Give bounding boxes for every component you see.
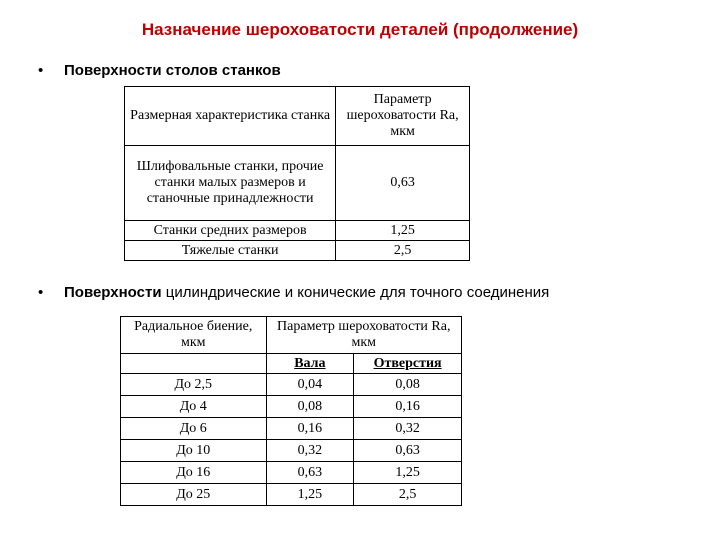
table-row xyxy=(125,221,470,241)
table-row xyxy=(121,374,462,396)
bullet-text: цилиндрические и конические для точного соединения xyxy=(161,284,550,301)
table-cell: До 2,5 xyxy=(121,374,267,396)
table-cell: 0,04 xyxy=(266,374,354,396)
header-radial-runout: Радиальное биение, мкм xyxy=(121,317,267,354)
bullet-cylindrical-surfaces xyxy=(38,284,549,301)
subheader-empty xyxy=(121,354,267,374)
table-cell: До 25 xyxy=(121,484,267,506)
bullet-text-bold: Поверхности xyxy=(64,284,162,301)
table-row xyxy=(121,440,462,462)
table-cell: 1,25 xyxy=(336,221,470,241)
header-roughness-parameter: Параметр шероховатости Ra, мкм xyxy=(266,317,461,354)
table-cell: До 6 xyxy=(121,418,267,440)
table-cell: Тяжелые станки xyxy=(125,241,336,261)
radial-runout-roughness-table xyxy=(120,316,462,506)
table-row xyxy=(121,462,462,484)
header-size-characteristic: Размерная характеристика станка xyxy=(125,87,336,146)
table-cell: Шлифовальные станки, прочие станки малых размеров и станочные принадлежности xyxy=(125,146,336,221)
table-cell: 1,25 xyxy=(266,484,354,506)
subheader-shaft: Вала xyxy=(266,354,354,374)
machine-table-roughness-table xyxy=(124,86,470,261)
table-cell: До 4 xyxy=(121,396,267,418)
table-header-row xyxy=(121,317,462,354)
table-cell: До 10 xyxy=(121,440,267,462)
table-cell: 0,08 xyxy=(266,396,354,418)
table-row xyxy=(125,146,470,221)
table-cell: 1,25 xyxy=(354,462,462,484)
table-cell: 0,63 xyxy=(336,146,470,221)
bullet-table-surfaces xyxy=(38,62,281,79)
table-header-row xyxy=(125,87,470,146)
table-row xyxy=(125,241,470,261)
table-cell: 0,32 xyxy=(354,418,462,440)
table-cell: До 16 xyxy=(121,462,267,484)
table-row xyxy=(121,396,462,418)
bullet-dot: • xyxy=(38,284,44,301)
table-cell: 0,08 xyxy=(354,374,462,396)
table-row xyxy=(121,484,462,506)
slide-title: Назначение шероховатости деталей (продолжение) xyxy=(141,20,579,39)
subheader-hole: Отверстия xyxy=(354,354,462,374)
table-cell: 0,16 xyxy=(266,418,354,440)
table-cell: 2,5 xyxy=(336,241,470,261)
table-cell: 0,63 xyxy=(266,462,354,484)
table-cell: 0,32 xyxy=(266,440,354,462)
bullet-dot: • xyxy=(38,62,44,79)
table-subheader-row xyxy=(121,354,462,374)
table-cell: 0,16 xyxy=(354,396,462,418)
table-cell: Станки средних размеров xyxy=(125,221,336,241)
header-roughness-parameter: Параметр шероховатости Ra, мкм xyxy=(336,87,470,146)
table-row xyxy=(121,418,462,440)
table-cell: 0,63 xyxy=(354,440,462,462)
bullet-text: Поверхности столов станков xyxy=(64,62,281,79)
table-cell: 2,5 xyxy=(354,484,462,506)
